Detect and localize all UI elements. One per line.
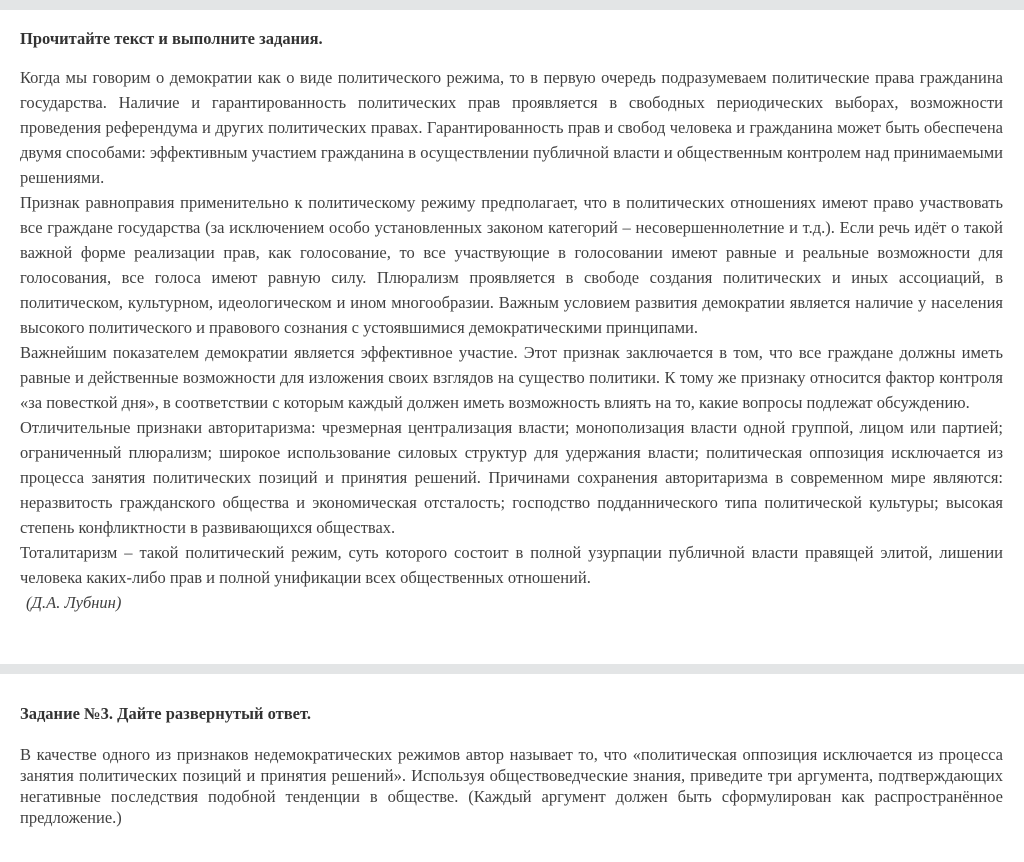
top-divider <box>0 0 1024 10</box>
paragraph-authoritarianism: Отличительные признаки авторитаризма: чрезмерная централизация власти; монополизация власти одной группой, лицом или партией; ограниченный плюрализм; широкое использование силовых структур для удержания власти; политическая оппозиция исключается из процесса занятия политических позиций и принятия решений. Причинами сохранения авторитаризма в современном мире являются: неразвитость гражданского общества и экономическая отсталость; господство подданнического типа политической культуры; высокая степень конфликтности в развивающихся обществах. <box>20 418 1003 537</box>
section-divider <box>0 664 1024 674</box>
paragraph-participation: Важнейшим показателем демократии является эффективное участие. Этот признак заключается в том, что все граждане должны иметь равные и действенные возможности для изложения своих взглядов на существо политики. К тому же признаку относится фактор контроля «за повесткой дня», в соответствии с которым каждый должен иметь возможность влиять на то, какие вопросы подлежат обсуждению. <box>20 343 1003 412</box>
paragraph-democracy: Когда мы говорим о демократии как о виде политического режима, то в первую очередь подразумеваем политические права гражданина государства. Наличие и гарантированность политических прав проявляется в свободных периодических выборах, возможности проведения референдума и других политических правах. Гарантированность прав и свобод человека и гражданина может быть обеспечена двумя способами: эффективным участием гражданина в осуществлении публичной власти и общественным контролем над принимаемыми решениями. <box>20 68 1003 187</box>
paragraph-totalitarianism: Тоталитаризм – такой политический режим, суть которого состоит в полной узурпации публичной власти правящей элитой, лишении человека каких-либо прав и полной унификации всех общественных отношений. <box>20 543 1003 587</box>
reading-section <box>0 10 1024 664</box>
paragraph-equality: Признак равноправия применительно к политическому режиму предполагает, что в политических отношениях имеют право участвовать все граждане государства (за исключением особо установленных законом категорий – несовершеннолетние и т.д.). Если речь идёт о такой важной форме реализации прав, как голосование, то все участвующие в голосовании имеют равные и реальные возможности для голосования, все голоса имеют равную силу. Плюрализм проявляется в свободе создания политических и иных ассоциаций, в политическом, культурном, идеологическом и ином многообразии. Важным условием развития демократии является наличие у населения высокого политического и правового сознания с устоявшимися демократическими принципами. <box>20 193 1003 337</box>
task-title: Задание №3. Дайте развернутый ответ. <box>20 704 311 723</box>
task-section <box>0 674 1024 828</box>
task-text: В качестве одного из признаков недемократических режимов автор называет то, что «политическая оппозиция исключается из процесса занятия политических позиций и принятия решений». Используя обществоведческие знания, приведите три аргумента, подтверждающих негативные последствия подобной тенденции в обществе. (Каждый аргумент должен быть сформулирован как распространённое предложение.) <box>20 745 1003 827</box>
author-credit: (Д.А. Лубнин) <box>26 593 122 612</box>
reading-title: Прочитайте текст и выполните задания. <box>20 29 323 48</box>
